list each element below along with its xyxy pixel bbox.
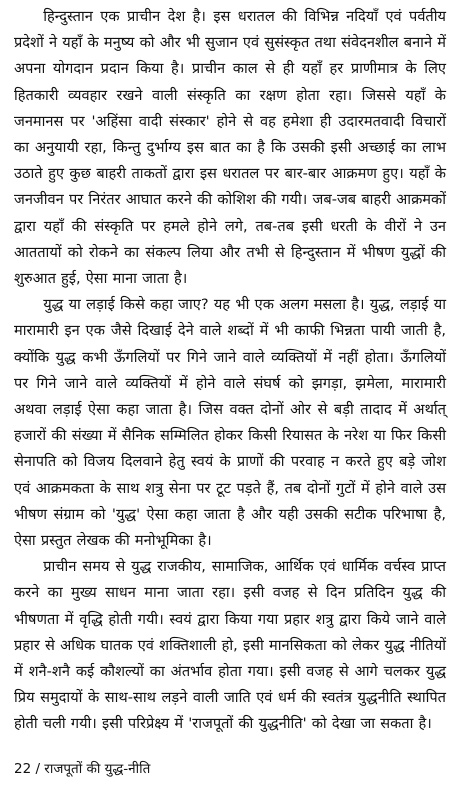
paragraph-1: हिन्दुस्तान एक प्राचीन देश है। इस धरातल की विभिन्न नदियाँ एवं पर्वतीय प्रदेशों ने यहाँ के मनुष्य को और भी सुजान एवं सुसंस्कृत तथा संवेदनशील बनाने में अपना योगदान प्रदान किया है। प्राचीन काल से ही यहाँ हर प्राणीमात्र के लिए हितकारी व्यवहार रखने वाली संस्कृति का रक्षण होता रहा। जिससे यहाँ के जनमानस पर 'अहिंसा वादी संस्कार' होने से वह हमेशा ही उदारमतवादी विचारों का अनुयायी रहा, किन्तु दुर्भाग्य इस बात का है कि उसकी इसी अच्छाई का लाभ उठाते हुए कुछ बाहरी ताकतों द्वारा इस धरातल पर बार-बार आक्रमण हुए। यहाँ के जनजीवन पर निरंतर आघात करने की कोशिश की गयी। जब-जब बाहरी आक्रमकों द्वारा यहाँ की संस्कृति पर हमले होने लगे, तब-तब इसी धरती के वीरों ने उन आततायों को रोकने का संकल्प लिया और तभी से हिन्दुस्तान में भीषण युद्धों की शुरुआत हुई, ऐसा माना जाता है।: [14, 8, 446, 288]
paragraph-2: युद्ध या लड़ाई किसे कहा जाए? यह भी एक अलग मसला है। युद्ध, लड़ाई या मारामारी इन एक जैसे दिखाई देने वाले शब्दों में भी काफी भिन्नता पायी जाती है, क्योंकि युद्ध कभी ऊँगलियों पर गिने जाने वाले व्यक्तियों में नहीं होता। ऊँगलियों पर गिने जाने वाले व्यक्तियों में होने वाले संघर्ष को झगड़ा, झमेला, मारामारी अथवा लड़ाई ऐसा कहा जाता है। जिस वक्त दोनों ओर से बड़ी तादाद में अर्थात् हजारों की संख्या में सैनिक सम्मिलित होकर किसी रियासत के नरेश या फिर किसी सेनापति को विजय दिलवाने हेतु स्वयं के प्राणों की परवाह न करते हुए बड़े जोश एवं आक्रमकता के साथ शत्रु सेना पर टूट पड़ते हैं, तब दोनों गुटों में होने वाले उस भीषण संग्राम को 'युद्ध' ऐसा कहा जाता है और यही उसकी सटीक परिभाषा है, ऐसा प्रस्तुत लेखक की मनोभूमिका है।: [14, 296, 446, 550]
paragraph-3: प्राचीन समय से युद्ध राजकीय, सामाजिक, आर्थिक एवं धार्मिक वर्चस्व प्राप्त करने का मुख्य साधन माना जाता रहा। इसी वजह से दिन प्रतिदिन युद्ध की भीषणता में वृद्धि होती गयी। स्वयं द्वारा किया गया प्रहार शत्रु द्वारा किये जाने वाले प्रहार से अधिक घातक एवं शक्तिशाली हो, इसी मानसिकता को लेकर युद्ध नीतियों में शनै-शनै कई कौशल्यों का अंतर्भाव होता गया। इसी वजह से आगे चलकर युद्ध प्रिय समुदायों के साथ-साथ लड़ने वाली जाति एवं धर्म की स्वतंत्र युद्धनीति स्थापित होती चली गयी। इसी परिप्रेक्ष्य में 'राजपूतों की युद्धनीति' को देखा जा सकता है।: [14, 558, 446, 733]
page-footer: 22 / राजपूतों की युद्ध-नीति: [14, 761, 151, 777]
